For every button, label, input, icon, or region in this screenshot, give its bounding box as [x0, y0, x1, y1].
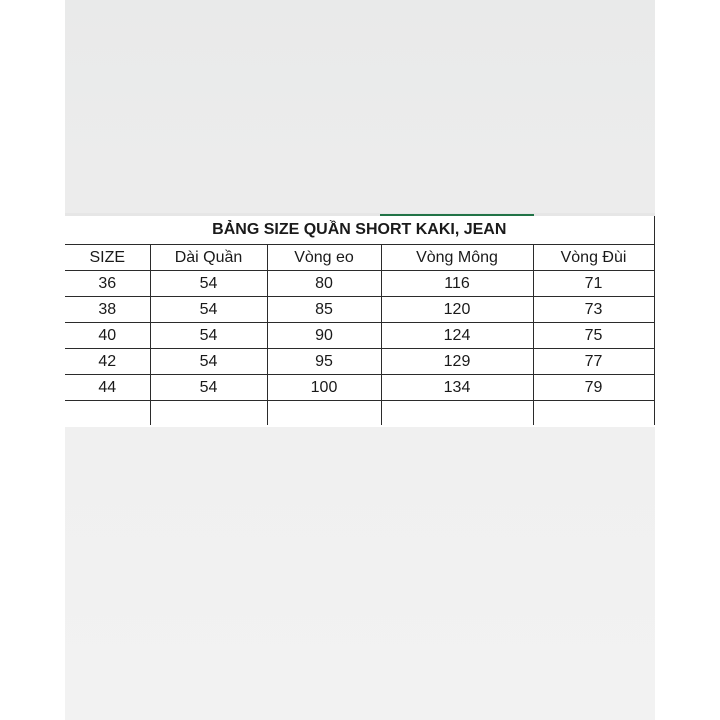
table-cell[interactable]: 54 — [150, 297, 267, 323]
header-cell-thigh[interactable]: Vòng Đùi — [533, 245, 654, 271]
table-row — [65, 297, 654, 323]
table-cell[interactable]: 73 — [533, 297, 654, 323]
title-row — [65, 216, 654, 245]
table-cell[interactable]: 54 — [150, 349, 267, 375]
table-cell[interactable]: 75 — [533, 323, 654, 349]
table-cell[interactable]: 124 — [381, 323, 533, 349]
empty-cell[interactable] — [533, 401, 654, 426]
header-cell-length[interactable]: Dài Quần — [150, 245, 267, 271]
table-cell[interactable]: 100 — [267, 375, 381, 401]
table-cell[interactable]: 129 — [381, 349, 533, 375]
table-cell[interactable]: 54 — [150, 271, 267, 297]
table-row — [65, 375, 654, 401]
table-cell[interactable]: 54 — [150, 323, 267, 349]
table-cell[interactable]: 42 — [65, 349, 150, 375]
table-cell[interactable]: 120 — [381, 297, 533, 323]
table-row — [65, 323, 654, 349]
table-cell[interactable]: 80 — [267, 271, 381, 297]
table-cell[interactable]: 79 — [533, 375, 654, 401]
table-row — [65, 349, 654, 375]
table-cell[interactable]: 54 — [150, 375, 267, 401]
table-cell[interactable]: 116 — [381, 271, 533, 297]
header-cell-waist[interactable]: Vòng eo — [267, 245, 381, 271]
size-chart-table — [65, 216, 655, 425]
table-cell[interactable]: 44 — [65, 375, 150, 401]
table-row — [65, 271, 654, 297]
table-cell[interactable]: 40 — [65, 323, 150, 349]
empty-cell[interactable] — [150, 401, 267, 426]
empty-cell[interactable] — [381, 401, 533, 426]
table-cell[interactable]: 95 — [267, 349, 381, 375]
empty-row — [65, 401, 654, 426]
header-cell-size[interactable]: SIZE — [65, 245, 150, 271]
header-cell-hip[interactable]: Vòng Mông — [381, 245, 533, 271]
empty-cell[interactable] — [267, 401, 381, 426]
table-cell[interactable]: 71 — [533, 271, 654, 297]
table-cell[interactable]: 77 — [533, 349, 654, 375]
spreadsheet-area — [65, 216, 655, 427]
table-cell[interactable]: 36 — [65, 271, 150, 297]
table-cell[interactable]: 38 — [65, 297, 150, 323]
empty-cell[interactable] — [65, 401, 150, 426]
table-cell[interactable]: 90 — [267, 323, 381, 349]
table-title[interactable]: BẢNG SIZE QUẦN SHORT KAKI, JEAN — [65, 216, 654, 245]
table-cell[interactable]: 134 — [381, 375, 533, 401]
header-row — [65, 245, 654, 271]
table-cell[interactable]: 85 — [267, 297, 381, 323]
